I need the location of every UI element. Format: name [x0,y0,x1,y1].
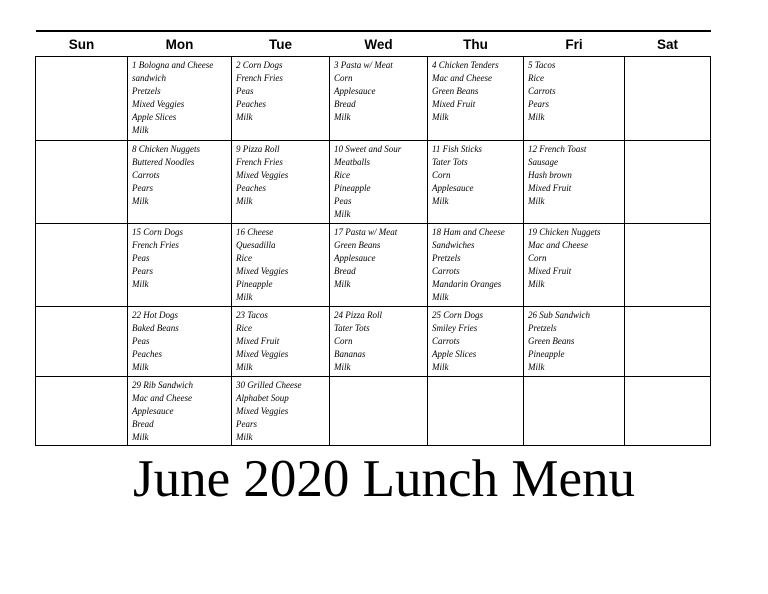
menu-item-date-entree: 1 Bologna and Cheese [132,60,214,70]
menu-item: Milk [334,362,351,373]
weekday-header-thu: Thu [428,31,524,57]
day-cell-sat [625,224,711,307]
day-cell-sun [36,224,128,307]
week-row [36,377,711,446]
menu-item: French Fries [236,157,283,168]
weekday-header-sun: Sun [36,31,128,57]
menu-item: Mixed Veggies [132,99,185,110]
menu-item: Milk [432,362,449,373]
week-row [36,224,711,307]
day-cell-tue [232,57,330,141]
menu-item: Mixed Fruit [432,99,476,110]
week-row [36,57,711,141]
weekday-header-row [36,31,711,57]
menu-item: Smiley Fries [432,323,478,334]
menu-item: Peaches [236,99,266,110]
menu-item-date-entree: 24 Pizza Roll [334,310,383,320]
menu-item: Milk [132,125,149,136]
menu-item: Applesauce [334,253,376,264]
menu-item: Milk [236,112,253,123]
menu-item: Mixed Veggies [236,266,289,277]
day-cell-thu [428,141,524,224]
calendar-table [35,30,711,446]
menu-item-date-entree: 29 Rib Sandwich [132,380,193,390]
menu-item: Green Beans [528,336,575,347]
menu-item-date-entree: 19 Chicken Nuggets [528,227,601,237]
menu-item: Milk [236,196,253,207]
menu-item: Peas [132,253,150,264]
menu-item: Applesauce [334,86,376,97]
menu-item-date-entree: 11 Fish Sticks [432,144,482,154]
menu-item: Mac and Cheese [432,73,492,84]
menu-item: Corn [528,253,547,264]
menu-item: Buttered Noodles [132,157,195,168]
day-cell-wed [330,377,428,446]
day-cell-wed [330,141,428,224]
menu-item: Mixed Fruit [528,183,572,194]
menu-title: June 2020 Lunch Menu [133,450,635,508]
menu-item: Green Beans [432,86,479,97]
menu-item-date-entree: 15 Corn Dogs [132,227,184,237]
menu-item: Milk [132,432,149,443]
menu-item: Pears [132,266,153,277]
day-cell-wed [330,57,428,141]
menu-item: Milk [236,362,253,373]
menu-item: Sausage [528,157,558,168]
menu-item: Rice [334,170,350,181]
menu-item-date-entree: 25 Corn Dogs [432,310,484,320]
menu-item: Milk [528,362,545,373]
menu-item: Mixed Veggies [236,170,289,181]
menu-item: Apple Slices [132,112,177,123]
day-cell-mon [128,307,232,377]
menu-item-date-entree: 17 Pasta w/ Meat [334,227,398,237]
menu-item: Applesauce [132,406,174,417]
day-cell-thu [428,307,524,377]
menu-item: Milk [528,196,545,207]
day-cell-sat [625,377,711,446]
menu-item: Bananas [334,349,366,360]
menu-item: Peaches [236,183,266,194]
menu-item: Bread [334,99,356,110]
menu-item: Mixed Veggies [236,406,289,417]
menu-item-date-entree: 23 Tacos [236,310,268,320]
menu-item: Rice [528,73,544,84]
menu-item-date-entree: 30 Grilled Cheese [236,380,302,390]
menu-item: Milk [132,279,149,290]
menu-item: Pineapple [528,349,565,360]
weekday-header-tue: Tue [232,31,330,57]
menu-item: Milk [528,279,545,290]
menu-item: Mixed Fruit [236,336,280,347]
menu-item: Carrots [432,266,460,277]
menu-item: Pretzels [432,253,461,264]
menu-item: Mixed Veggies [236,349,289,360]
menu-item-date-entree: 16 Cheese [236,227,274,237]
day-cell-thu [428,224,524,307]
menu-item-date-entree: 5 Tacos [528,60,556,70]
menu-item: Pretzels [528,323,557,334]
menu-item: Corn [334,336,353,347]
menu-item: Milk [132,362,149,373]
day-cell-tue [232,224,330,307]
day-cell-tue [232,307,330,377]
menu-item: Carrots [528,86,556,97]
day-cell-fri [524,57,625,141]
menu-item: Bread [132,419,154,430]
menu-item: Corn [334,73,353,84]
day-cell-mon [128,377,232,446]
menu-item: Mandarin Oranges [432,279,502,290]
day-cell-tue [232,377,330,446]
menu-item: Green Beans [334,240,381,251]
menu-item: Peas [236,86,254,97]
menu-item-date-entree: 18 Ham and Cheese [432,227,505,237]
weekday-header-fri: Fri [524,31,625,57]
day-cell-fri [524,141,625,224]
menu-item-date-entree: 10 Sweet and Sour [334,144,402,154]
menu-item: Corn [432,170,451,181]
menu-item: Milk [528,112,545,123]
menu-item: Tater Tots [334,323,370,334]
menu-item: Milk [334,279,351,290]
day-cell-mon [128,224,232,307]
day-cell-sun [36,307,128,377]
day-cell-tue [232,141,330,224]
menu-item-date-entree: 9 Pizza Roll [236,144,280,154]
day-cell-mon [128,57,232,141]
menu-item: Pineapple [236,279,273,290]
week-row [36,141,711,224]
day-cell-sat [625,307,711,377]
menu-item: Quesadilla [236,240,276,251]
menu-item: Baked Beans [132,323,179,334]
day-cell-fri [524,377,625,446]
menu-item: French Fries [132,240,179,251]
menu-item: Mac and Cheese [132,393,192,404]
menu-item: Milk [334,209,351,220]
menu-item: sandwich [132,73,167,84]
menu-item: Alphabet Soup [236,393,289,404]
menu-item: Applesauce [432,183,474,194]
week-row [36,307,711,377]
menu-item: Pretzels [132,86,161,97]
day-cell-fri [524,224,625,307]
menu-item-date-entree: 8 Chicken Nuggets [132,144,200,154]
day-cell-thu [428,57,524,141]
menu-item: Mixed Fruit [528,266,572,277]
menu-item: Meatballs [334,157,370,168]
menu-item: Peas [132,336,150,347]
day-cell-thu [428,377,524,446]
menu-item-date-entree: 22 Hot Dogs [132,310,179,320]
menu-item: Milk [132,196,149,207]
menu-item: Carrots [432,336,460,347]
day-cell-mon [128,141,232,224]
weekday-header-sat: Sat [625,31,711,57]
menu-item-date-entree: 12 French Toast [528,144,587,154]
menu-item: Pears [236,419,257,430]
day-cell-wed [330,307,428,377]
day-cell-fri [524,307,625,377]
menu-item: Bread [334,266,356,277]
menu-item: Tater Tots [432,157,468,168]
day-cell-sun [36,141,128,224]
menu-item: Rice [236,323,252,334]
day-cell-sun [36,57,128,141]
menu-item-date-entree: 3 Pasta w/ Meat [334,60,393,70]
menu-item: Peas [334,196,352,207]
menu-item: Pineapple [334,183,371,194]
weekday-header-mon: Mon [128,31,232,57]
menu-item-date-entree: 26 Sub Sandwich [528,310,590,320]
menu-item-date-entree: 4 Chicken Tenders [432,60,499,70]
calendar-body [36,57,711,446]
menu-item: Apple Slices [432,349,477,360]
menu-item: Milk [432,196,449,207]
day-cell-sat [625,57,711,141]
day-cell-sun [36,377,128,446]
menu-item: Peaches [132,349,162,360]
day-cell-sat [625,141,711,224]
menu-item: Sandwiches [432,240,475,251]
menu-item: Hash brown [528,170,572,181]
menu-item: Milk [236,432,253,443]
menu-item: Pears [528,99,549,110]
menu-item-date-entree: 2 Corn Dogs [236,60,283,70]
weekday-header-wed: Wed [330,31,428,57]
day-cell-wed [330,224,428,307]
menu-item: Milk [432,112,449,123]
menu-item: Milk [334,112,351,123]
menu-item: French Fries [236,73,283,84]
menu-item: Pears [132,183,153,194]
menu-item: Rice [236,253,252,264]
menu-item: Milk [236,292,253,303]
menu-item: Carrots [132,170,160,181]
menu-item: Mac and Cheese [528,240,588,251]
menu-item: Milk [432,292,449,303]
